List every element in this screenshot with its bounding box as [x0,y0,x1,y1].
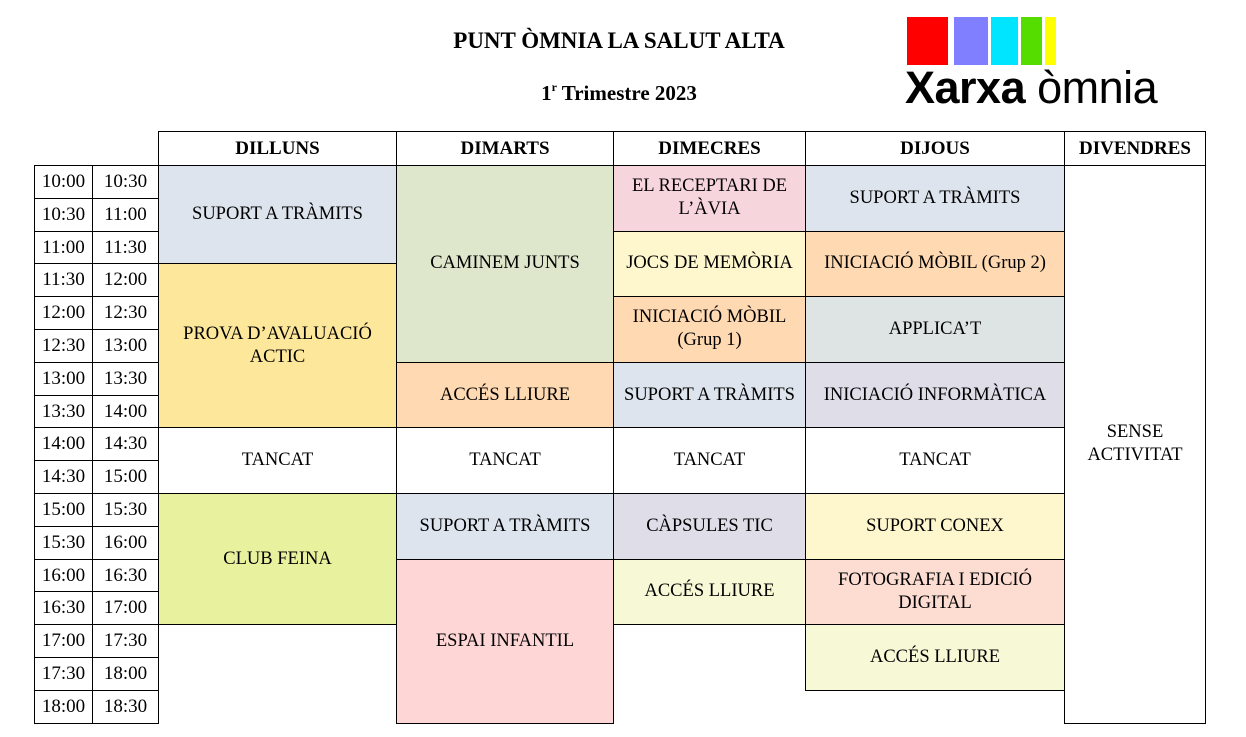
activity-cell: ACCÉS LLIURE [805,624,1065,691]
activity-cell: INICIACIÓ INFORMÀTICA [805,362,1065,429]
slot-start-time: 18:00 [34,690,93,724]
day-header: DIMECRES [613,131,806,166]
slot-start-time: 10:00 [34,165,93,199]
activity-cell: TANCAT [613,427,806,494]
subtitle-text: Trimestre 2023 [556,81,697,105]
day-header: DILLUNS [158,131,397,166]
activity-cell: TANCAT [158,427,397,494]
logo-color-bar [991,17,1018,65]
activity-cell: SUPORT A TRÀMITS [805,165,1065,232]
slot-end-time: 11:00 [92,198,159,232]
slot-end-time: 15:30 [92,493,159,527]
activity-cell: CLUB FEINA [158,493,397,625]
activity-cell: APPLICA’T [805,296,1065,363]
activity-cell: JOCS DE MEMÒRIA [613,231,806,298]
logo-word-xarxa: Xarxa [905,62,1026,113]
slot-start-time: 13:30 [34,395,93,429]
xarxa-omnia-logo [905,62,1157,114]
subtitle-superscript: r [551,80,557,94]
logo-color-bar [1021,17,1042,65]
activity-cell: ACCÉS LLIURE [613,559,806,626]
slot-start-time: 14:00 [34,427,93,461]
slot-start-time: 17:00 [34,624,93,658]
slot-end-time: 17:30 [92,624,159,658]
day-header: DIMARTS [396,131,614,166]
slot-start-time: 12:00 [34,296,93,330]
activity-cell: TANCAT [805,427,1065,494]
slot-end-time: 18:00 [92,657,159,691]
activity-cell: EL RECEPTARI DE L’ÀVIA [613,165,806,232]
page-title: PUNT ÒMNIA LA SALUT ALTA [453,28,785,53]
slot-end-time: 16:00 [92,526,159,560]
slot-end-time: 13:00 [92,329,159,363]
activity-cell: SUPORT A TRÀMITS [158,165,397,264]
logo-color-bar [907,17,948,65]
slot-end-time: 17:00 [92,591,159,625]
day-header: DIVENDRES [1064,131,1206,166]
activity-cell: SUPORT A TRÀMITS [396,493,614,560]
slot-start-time: 13:00 [34,362,93,396]
slot-start-time: 14:30 [34,460,93,494]
activity-cell: SENSE ACTIVITAT [1064,165,1206,724]
day-header: DIJOUS [805,131,1065,166]
slot-start-time: 11:00 [34,231,93,265]
logo-color-bar [954,17,988,65]
slot-start-time: 10:30 [34,198,93,232]
activity-cell: CAMINEM JUNTS [396,165,614,363]
activity-cell: FOTOGRAFIA I EDICIÓ DIGITAL [805,559,1065,626]
activity-cell: PROVA D’AVALUACIÓ ACTIC [158,263,397,428]
slot-start-time: 12:30 [34,329,93,363]
logo-word-omnia: òmnia [1037,62,1158,113]
activity-cell: ACCÉS LLIURE [396,362,614,429]
activity-cell: SUPORT A TRÀMITS [613,362,806,429]
subtitle-number: 1 [541,81,552,105]
slot-end-time: 11:30 [92,231,159,265]
slot-end-time: 14:30 [92,427,159,461]
slot-start-time: 11:30 [34,263,93,297]
slot-start-time: 15:00 [34,493,93,527]
activity-cell: INICIACIÓ MÒBIL (Grup 2) [805,231,1065,298]
slot-end-time: 18:30 [92,690,159,724]
slot-start-time: 16:30 [34,591,93,625]
slot-start-time: 15:30 [34,526,93,560]
slot-end-time: 13:30 [92,362,159,396]
activity-cell: ESPAI INFANTIL [396,559,614,724]
slot-end-time: 12:00 [92,263,159,297]
slot-start-time: 17:30 [34,657,93,691]
slot-end-time: 14:00 [92,395,159,429]
slot-end-time: 10:30 [92,165,159,199]
activity-cell: TANCAT [396,427,614,494]
logo-color-bar [1045,17,1056,65]
slot-end-time: 16:30 [92,559,159,593]
activity-cell: INICIACIÓ MÒBIL (Grup 1) [613,296,806,363]
slot-end-time: 12:30 [92,296,159,330]
activity-cell: SUPORT CONEX [805,493,1065,560]
slot-start-time: 16:00 [34,559,93,593]
slot-end-time: 15:00 [92,460,159,494]
activity-cell: CÀPSULES TIC [613,493,806,560]
